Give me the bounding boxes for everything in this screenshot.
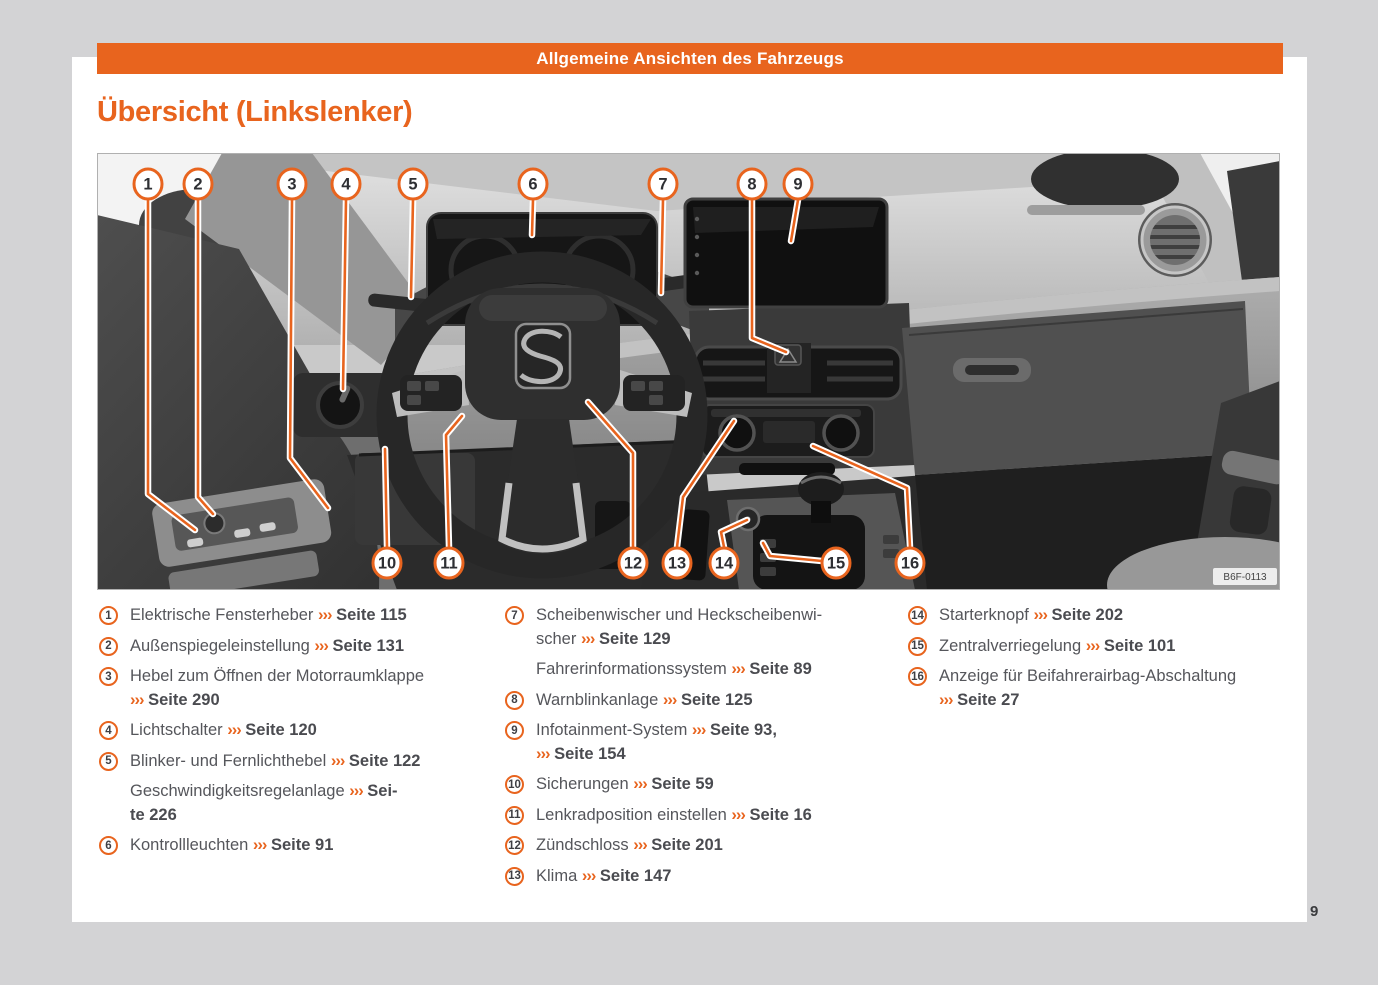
- legend-item-text: [130, 834, 333, 858]
- legend-label: Elektrische Fensterheber: [130, 606, 319, 624]
- legend-item: [99, 635, 497, 659]
- see-also-arrow-icon: ›››: [536, 744, 550, 763]
- page-reference: Seite 101: [1099, 636, 1176, 655]
- legend-item: [99, 834, 497, 858]
- legend-item-text: [130, 750, 420, 774]
- section-title: Übersicht (Linkslenker): [97, 96, 413, 128]
- callout-number-3: 3: [287, 175, 297, 194]
- legend-label: Klima: [536, 866, 582, 885]
- legend-item-number: 2: [99, 637, 118, 656]
- legend-item-text: [939, 635, 1175, 659]
- legend-item-text: [130, 665, 424, 712]
- callout-number-1: 1: [143, 175, 153, 194]
- legend-item-number: 4: [99, 721, 118, 740]
- legend-label: Zentralverriegelung: [939, 636, 1086, 655]
- legend-item-text: [130, 780, 398, 827]
- leader-line-6: [532, 200, 533, 235]
- legend-item: [99, 665, 497, 712]
- page-reference: Sei-: [362, 782, 398, 800]
- chapter-header-bar: [97, 43, 1283, 74]
- callout-number-12: 12: [623, 554, 643, 573]
- legend-item-text: [536, 689, 753, 713]
- legend-item: [505, 773, 903, 797]
- see-also-arrow-icon: ›››: [662, 690, 677, 709]
- legend-item: [505, 658, 903, 682]
- callout-number-11: 11: [440, 554, 458, 573]
- legend-item-text: [536, 804, 812, 828]
- legend-label: Blinker- und Fernlichthebel: [130, 751, 331, 770]
- legend-item-text: [536, 658, 812, 682]
- see-also-arrow-icon: ›››: [633, 775, 647, 793]
- legend-item-text: [130, 635, 404, 659]
- dashboard-illustration: [97, 153, 1280, 590]
- callout-number-7: 7: [658, 175, 668, 194]
- see-also-arrow-icon: ›››: [633, 836, 647, 854]
- legend-item: [908, 635, 1283, 659]
- page-reference: Seite 147: [595, 866, 672, 885]
- see-also-arrow-icon: ›››: [227, 721, 241, 739]
- legend-item-number: 11: [505, 806, 524, 825]
- page-reference: Seite 154: [549, 744, 626, 763]
- legend-item-text: [130, 604, 407, 628]
- legend-label: Lenkradposition einstellen: [536, 805, 732, 824]
- see-also-arrow-icon: ›››: [252, 836, 267, 854]
- page-reference: Seite 290: [143, 690, 220, 709]
- see-also-arrow-icon: ›››: [580, 629, 595, 648]
- legend-label: Kontrollleuchten: [130, 836, 253, 854]
- legend-column-3: [908, 604, 1283, 719]
- page-reference: te 226: [130, 805, 177, 824]
- see-also-arrow-icon: ›››: [731, 660, 745, 678]
- chapter-title: Allgemeine Ansichten des Fahrzeugs: [536, 48, 844, 68]
- legend-item: [505, 865, 903, 889]
- callout-number-16: 16: [900, 554, 920, 573]
- see-also-arrow-icon: ›››: [349, 782, 363, 800]
- legend-label: Scheibenwischer und Heckscheibenwi-: [536, 606, 823, 624]
- see-also-arrow-icon: ›››: [731, 805, 745, 824]
- legend-item-number: 14: [908, 606, 927, 625]
- legend-item: [908, 665, 1283, 712]
- legend-item: [99, 780, 497, 827]
- legend-item-number: 5: [99, 752, 118, 771]
- legend-column-2: [505, 604, 903, 895]
- legend-item-number: 8: [505, 691, 524, 710]
- image-code: B6F-0113: [1223, 572, 1267, 583]
- legend-item: [99, 604, 497, 628]
- see-also-arrow-icon: ›››: [130, 690, 144, 709]
- legend-label: Fahrerinformationssystem: [536, 660, 732, 678]
- legend-item-number: 13: [505, 867, 524, 886]
- legend-column-1: [99, 604, 497, 865]
- legend-label: Anzeige für Beifahrerairbag-Abschaltung: [939, 667, 1237, 685]
- see-also-arrow-icon: ›››: [330, 751, 345, 770]
- legend-label: Außenspiegeleinstellung: [130, 636, 315, 655]
- legend-label: Lichtschalter: [130, 721, 228, 739]
- legend-item: [99, 719, 497, 743]
- callout-number-10: 10: [377, 554, 397, 573]
- page-reference: Seite 202: [1046, 606, 1124, 624]
- see-also-arrow-icon: ›››: [939, 690, 953, 709]
- page-reference: Seite 93,: [705, 721, 777, 739]
- legend-item-text: [939, 665, 1236, 712]
- figure-svg: [97, 153, 1280, 590]
- page-reference: Seite 27: [952, 690, 1020, 709]
- callout-number-6: 6: [528, 175, 538, 194]
- legend-item-number: 3: [99, 667, 118, 686]
- legend-item-text: [130, 719, 317, 743]
- page-number: 9: [1310, 903, 1319, 920]
- legend-item-number: 16: [908, 667, 927, 686]
- see-also-arrow-icon: ›››: [1033, 606, 1047, 624]
- page-reference: Seite 129: [594, 629, 671, 648]
- legend-item-text: [536, 773, 714, 797]
- legend-label: Geschwindigkeitsregelanlage: [130, 782, 350, 800]
- page-reference: Seite 89: [744, 660, 812, 678]
- page-reference: Seite 125: [676, 690, 753, 709]
- callout-number-15: 15: [826, 554, 846, 573]
- page-reference: Seite 115: [331, 606, 407, 624]
- dashboard-figure: [97, 153, 1280, 590]
- legend-item: [908, 604, 1283, 628]
- callout-number-13: 13: [667, 554, 687, 573]
- see-also-arrow-icon: ›››: [581, 866, 596, 885]
- legend-item-number: 7: [505, 606, 524, 625]
- legend-label: Hebel zum Öffnen der Motorraumklappe: [130, 667, 425, 685]
- page-reference: Seite 122: [344, 751, 421, 770]
- page-reference: Seite 131: [327, 636, 405, 655]
- page-reference: Seite 91: [266, 836, 334, 854]
- page-reference: Seite 201: [646, 836, 723, 854]
- legend-item-number: 1: [99, 606, 118, 625]
- legend-item-text: [536, 865, 671, 889]
- callout-number-4: 4: [341, 175, 351, 194]
- legend-item: [505, 689, 903, 713]
- legend-item: [505, 834, 903, 858]
- legend-label: Sicherungen: [536, 775, 634, 793]
- legend-label: scher: [536, 629, 581, 648]
- page-reference: Seite 120: [240, 721, 317, 739]
- callout-number-8: 8: [747, 175, 757, 194]
- legend-label: Zündschloss: [536, 836, 634, 854]
- legend-item-number: 9: [505, 721, 524, 740]
- legend-item-text: [536, 719, 777, 766]
- legend-item-number: 15: [908, 637, 927, 656]
- legend-label: Starterknopf: [939, 606, 1034, 624]
- page-reference: Seite 16: [744, 805, 812, 824]
- legend-label: Infotainment-System: [536, 721, 692, 739]
- legend-item-text: [536, 834, 723, 858]
- legend-item-text: [536, 604, 822, 651]
- see-also-arrow-icon: ›››: [1085, 636, 1100, 655]
- callout-number-2: 2: [193, 175, 203, 194]
- legend-label: Warnblinkanlage: [536, 690, 663, 709]
- callout-number-14: 14: [714, 554, 734, 573]
- legend-item: [505, 719, 903, 766]
- see-also-arrow-icon: ›››: [314, 636, 328, 655]
- legend-item-number: 12: [505, 836, 524, 855]
- legend-item: [505, 804, 903, 828]
- legend-item: [505, 604, 903, 651]
- see-also-arrow-icon: ›››: [691, 721, 706, 739]
- page-reference: Seite 59: [646, 775, 714, 793]
- legend-item-number: 10: [505, 775, 524, 794]
- see-also-arrow-icon: ›››: [318, 606, 332, 624]
- callout-number-9: 9: [793, 175, 803, 194]
- legend-item-number: 6: [99, 836, 118, 855]
- legend-item: [99, 750, 497, 774]
- legend-item-text: [939, 604, 1123, 628]
- callout-number-5: 5: [408, 175, 418, 194]
